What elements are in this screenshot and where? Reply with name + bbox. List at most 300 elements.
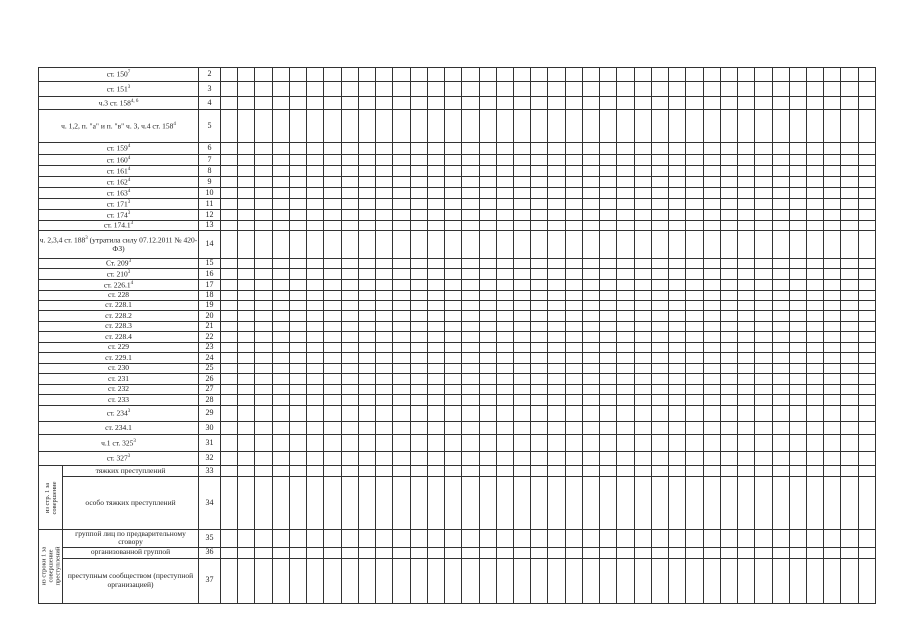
data-cell[interactable]: [772, 364, 789, 374]
data-cell[interactable]: [789, 199, 806, 210]
data-cell[interactable]: [376, 97, 393, 110]
data-cell[interactable]: [462, 364, 479, 374]
data-cell[interactable]: [669, 435, 686, 452]
data-cell[interactable]: [514, 280, 531, 291]
data-cell[interactable]: [703, 188, 720, 199]
data-cell[interactable]: [324, 332, 341, 343]
data-cell[interactable]: [410, 143, 427, 155]
data-cell[interactable]: [289, 395, 306, 406]
data-cell[interactable]: [496, 231, 513, 259]
data-cell[interactable]: [496, 364, 513, 374]
data-cell[interactable]: [548, 97, 565, 110]
data-cell[interactable]: [410, 269, 427, 280]
data-cell[interactable]: [582, 199, 599, 210]
data-cell[interactable]: [462, 110, 479, 143]
data-cell[interactable]: [462, 68, 479, 82]
data-cell[interactable]: [565, 311, 582, 322]
data-cell[interactable]: [341, 259, 358, 269]
data-cell[interactable]: [255, 231, 272, 259]
data-cell[interactable]: [858, 311, 875, 322]
data-cell[interactable]: [686, 188, 703, 199]
data-cell[interactable]: [634, 395, 651, 406]
data-cell[interactable]: [531, 364, 548, 374]
data-cell[interactable]: [410, 477, 427, 530]
data-cell[interactable]: [600, 477, 617, 530]
data-cell[interactable]: [841, 364, 858, 374]
data-cell[interactable]: [358, 280, 375, 291]
data-cell[interactable]: [307, 353, 324, 364]
data-cell[interactable]: [341, 452, 358, 466]
data-cell[interactable]: [772, 291, 789, 301]
data-cell[interactable]: [617, 231, 634, 259]
data-cell[interactable]: [445, 231, 462, 259]
data-cell[interactable]: [634, 210, 651, 221]
data-cell[interactable]: [221, 231, 238, 259]
data-cell[interactable]: [479, 466, 496, 477]
data-cell[interactable]: [824, 291, 841, 301]
data-cell[interactable]: [531, 269, 548, 280]
data-cell[interactable]: [617, 385, 634, 395]
data-cell[interactable]: [806, 343, 823, 353]
data-cell[interactable]: [514, 210, 531, 221]
data-cell[interactable]: [738, 364, 755, 374]
data-cell[interactable]: [686, 210, 703, 221]
data-cell[interactable]: [514, 97, 531, 110]
data-cell[interactable]: [720, 143, 737, 155]
data-cell[interactable]: [755, 269, 772, 280]
data-cell[interactable]: [703, 322, 720, 332]
data-cell[interactable]: [548, 311, 565, 322]
data-cell[interactable]: [755, 199, 772, 210]
data-cell[interactable]: [858, 177, 875, 188]
data-cell[interactable]: [341, 221, 358, 231]
data-cell[interactable]: [582, 364, 599, 374]
data-cell[interactable]: [272, 385, 289, 395]
data-cell[interactable]: [755, 477, 772, 530]
data-cell[interactable]: [755, 68, 772, 82]
data-cell[interactable]: [479, 221, 496, 231]
data-cell[interactable]: [789, 322, 806, 332]
data-cell[interactable]: [582, 301, 599, 311]
data-cell[interactable]: [824, 343, 841, 353]
data-cell[interactable]: [479, 558, 496, 603]
data-cell[interactable]: [720, 395, 737, 406]
data-cell[interactable]: [307, 385, 324, 395]
data-cell[interactable]: [324, 188, 341, 199]
data-cell[interactable]: [462, 143, 479, 155]
data-cell[interactable]: [720, 477, 737, 530]
data-cell[interactable]: [600, 110, 617, 143]
data-cell[interactable]: [651, 188, 668, 199]
data-cell[interactable]: [548, 322, 565, 332]
data-cell[interactable]: [617, 110, 634, 143]
data-cell[interactable]: [669, 210, 686, 221]
data-cell[interactable]: [272, 395, 289, 406]
data-cell[interactable]: [565, 364, 582, 374]
data-cell[interactable]: [514, 269, 531, 280]
data-cell[interactable]: [703, 332, 720, 343]
data-cell[interactable]: [427, 143, 444, 155]
data-cell[interactable]: [272, 435, 289, 452]
data-cell[interactable]: [238, 231, 255, 259]
data-cell[interactable]: [393, 68, 410, 82]
data-cell[interactable]: [617, 322, 634, 332]
data-cell[interactable]: [307, 199, 324, 210]
data-cell[interactable]: [307, 82, 324, 97]
data-cell[interactable]: [514, 452, 531, 466]
data-cell[interactable]: [600, 530, 617, 548]
data-cell[interactable]: [410, 155, 427, 166]
data-cell[interactable]: [324, 452, 341, 466]
data-cell[interactable]: [858, 291, 875, 301]
data-cell[interactable]: [806, 199, 823, 210]
data-cell[interactable]: [686, 221, 703, 231]
data-cell[interactable]: [755, 166, 772, 177]
data-cell[interactable]: [824, 466, 841, 477]
data-cell[interactable]: [393, 530, 410, 548]
data-cell[interactable]: [686, 110, 703, 143]
data-cell[interactable]: [289, 177, 306, 188]
data-cell[interactable]: [858, 280, 875, 291]
data-cell[interactable]: [548, 353, 565, 364]
data-cell[interactable]: [651, 477, 668, 530]
data-cell[interactable]: [531, 143, 548, 155]
data-cell[interactable]: [427, 155, 444, 166]
data-cell[interactable]: [393, 166, 410, 177]
data-cell[interactable]: [393, 155, 410, 166]
data-cell[interactable]: [806, 332, 823, 343]
data-cell[interactable]: [358, 231, 375, 259]
data-cell[interactable]: [600, 422, 617, 435]
data-cell[interactable]: [445, 422, 462, 435]
data-cell[interactable]: [427, 199, 444, 210]
data-cell[interactable]: [582, 210, 599, 221]
data-cell[interactable]: [255, 280, 272, 291]
data-cell[interactable]: [221, 259, 238, 269]
data-cell[interactable]: [531, 353, 548, 364]
data-cell[interactable]: [496, 110, 513, 143]
data-cell[interactable]: [496, 477, 513, 530]
data-cell[interactable]: [703, 422, 720, 435]
data-cell[interactable]: [479, 166, 496, 177]
data-cell[interactable]: [427, 374, 444, 385]
data-cell[interactable]: [255, 291, 272, 301]
data-cell[interactable]: [772, 385, 789, 395]
data-cell[interactable]: [496, 210, 513, 221]
data-cell[interactable]: [221, 210, 238, 221]
data-cell[interactable]: [772, 558, 789, 603]
data-cell[interactable]: [289, 68, 306, 82]
data-cell[interactable]: [479, 332, 496, 343]
data-cell[interactable]: [824, 82, 841, 97]
data-cell[interactable]: [393, 199, 410, 210]
data-cell[interactable]: [858, 385, 875, 395]
data-cell[interactable]: [806, 231, 823, 259]
data-cell[interactable]: [531, 311, 548, 322]
data-cell[interactable]: [824, 322, 841, 332]
data-cell[interactable]: [806, 385, 823, 395]
data-cell[interactable]: [238, 322, 255, 332]
data-cell[interactable]: [617, 155, 634, 166]
data-cell[interactable]: [358, 530, 375, 548]
data-cell[interactable]: [669, 422, 686, 435]
data-cell[interactable]: [565, 466, 582, 477]
data-cell[interactable]: [617, 374, 634, 385]
data-cell[interactable]: [806, 301, 823, 311]
data-cell[interactable]: [341, 332, 358, 343]
data-cell[interactable]: [427, 343, 444, 353]
data-cell[interactable]: [789, 166, 806, 177]
data-cell[interactable]: [651, 177, 668, 188]
data-cell[interactable]: [289, 199, 306, 210]
data-cell[interactable]: [582, 110, 599, 143]
data-cell[interactable]: [789, 435, 806, 452]
data-cell[interactable]: [514, 221, 531, 231]
data-cell[interactable]: [548, 395, 565, 406]
data-cell[interactable]: [686, 547, 703, 558]
data-cell[interactable]: [479, 364, 496, 374]
data-cell[interactable]: [307, 166, 324, 177]
data-cell[interactable]: [427, 547, 444, 558]
data-cell[interactable]: [427, 166, 444, 177]
data-cell[interactable]: [806, 210, 823, 221]
data-cell[interactable]: [307, 188, 324, 199]
data-cell[interactable]: [462, 231, 479, 259]
data-cell[interactable]: [358, 110, 375, 143]
data-cell[interactable]: [772, 395, 789, 406]
data-cell[interactable]: [358, 143, 375, 155]
data-cell[interactable]: [772, 530, 789, 548]
data-cell[interactable]: [462, 547, 479, 558]
data-cell[interactable]: [341, 155, 358, 166]
data-cell[interactable]: [307, 477, 324, 530]
data-cell[interactable]: [307, 143, 324, 155]
data-cell[interactable]: [272, 188, 289, 199]
data-cell[interactable]: [669, 406, 686, 422]
data-cell[interactable]: [376, 452, 393, 466]
data-cell[interactable]: [841, 280, 858, 291]
data-cell[interactable]: [600, 280, 617, 291]
data-cell[interactable]: [686, 259, 703, 269]
data-cell[interactable]: [738, 477, 755, 530]
data-cell[interactable]: [582, 68, 599, 82]
data-cell[interactable]: [221, 477, 238, 530]
data-cell[interactable]: [324, 530, 341, 548]
data-cell[interactable]: [582, 231, 599, 259]
data-cell[interactable]: [307, 259, 324, 269]
data-cell[interactable]: [565, 210, 582, 221]
data-cell[interactable]: [221, 301, 238, 311]
data-cell[interactable]: [703, 452, 720, 466]
data-cell[interactable]: [289, 452, 306, 466]
data-cell[interactable]: [565, 231, 582, 259]
data-cell[interactable]: [686, 68, 703, 82]
data-cell[interactable]: [358, 395, 375, 406]
data-cell[interactable]: [410, 332, 427, 343]
data-cell[interactable]: [376, 406, 393, 422]
data-cell[interactable]: [496, 155, 513, 166]
data-cell[interactable]: [238, 97, 255, 110]
data-cell[interactable]: [479, 199, 496, 210]
data-cell[interactable]: [600, 199, 617, 210]
data-cell[interactable]: [669, 231, 686, 259]
data-cell[interactable]: [858, 477, 875, 530]
data-cell[interactable]: [238, 259, 255, 269]
data-cell[interactable]: [789, 558, 806, 603]
data-cell[interactable]: [514, 332, 531, 343]
data-cell[interactable]: [272, 452, 289, 466]
data-cell[interactable]: [496, 530, 513, 548]
data-cell[interactable]: [445, 280, 462, 291]
data-cell[interactable]: [634, 188, 651, 199]
data-cell[interactable]: [255, 322, 272, 332]
data-cell[interactable]: [669, 143, 686, 155]
data-cell[interactable]: [669, 177, 686, 188]
data-cell[interactable]: [341, 301, 358, 311]
data-cell[interactable]: [806, 395, 823, 406]
data-cell[interactable]: [410, 199, 427, 210]
data-cell[interactable]: [789, 110, 806, 143]
data-cell[interactable]: [514, 301, 531, 311]
data-cell[interactable]: [582, 558, 599, 603]
data-cell[interactable]: [393, 374, 410, 385]
data-cell[interactable]: [824, 97, 841, 110]
data-cell[interactable]: [720, 452, 737, 466]
data-cell[interactable]: [410, 385, 427, 395]
data-cell[interactable]: [686, 385, 703, 395]
data-cell[interactable]: [462, 422, 479, 435]
data-cell[interactable]: [720, 110, 737, 143]
data-cell[interactable]: [651, 558, 668, 603]
data-cell[interactable]: [720, 166, 737, 177]
data-cell[interactable]: [255, 364, 272, 374]
data-cell[interactable]: [376, 374, 393, 385]
data-cell[interactable]: [548, 143, 565, 155]
data-cell[interactable]: [600, 558, 617, 603]
data-cell[interactable]: [445, 110, 462, 143]
data-cell[interactable]: [410, 68, 427, 82]
data-cell[interactable]: [221, 166, 238, 177]
data-cell[interactable]: [479, 385, 496, 395]
data-cell[interactable]: [720, 547, 737, 558]
data-cell[interactable]: [272, 280, 289, 291]
data-cell[interactable]: [686, 143, 703, 155]
data-cell[interactable]: [531, 558, 548, 603]
data-cell[interactable]: [789, 530, 806, 548]
data-cell[interactable]: [686, 199, 703, 210]
data-cell[interactable]: [221, 343, 238, 353]
data-cell[interactable]: [669, 97, 686, 110]
data-cell[interactable]: [324, 221, 341, 231]
data-cell[interactable]: [565, 199, 582, 210]
data-cell[interactable]: [634, 110, 651, 143]
data-cell[interactable]: [651, 395, 668, 406]
data-cell[interactable]: [289, 188, 306, 199]
data-cell[interactable]: [462, 97, 479, 110]
data-cell[interactable]: [617, 143, 634, 155]
data-cell[interactable]: [255, 311, 272, 322]
data-cell[interactable]: [324, 210, 341, 221]
data-cell[interactable]: [806, 452, 823, 466]
data-cell[interactable]: [565, 452, 582, 466]
data-cell[interactable]: [824, 110, 841, 143]
data-cell[interactable]: [686, 530, 703, 548]
data-cell[interactable]: [703, 311, 720, 322]
data-cell[interactable]: [445, 547, 462, 558]
data-cell[interactable]: [669, 301, 686, 311]
data-cell[interactable]: [582, 291, 599, 301]
data-cell[interactable]: [427, 269, 444, 280]
data-cell[interactable]: [720, 322, 737, 332]
data-cell[interactable]: [669, 477, 686, 530]
data-cell[interactable]: [496, 259, 513, 269]
data-cell[interactable]: [238, 395, 255, 406]
data-cell[interactable]: [445, 68, 462, 82]
data-cell[interactable]: [565, 259, 582, 269]
data-cell[interactable]: [858, 97, 875, 110]
data-cell[interactable]: [738, 188, 755, 199]
data-cell[interactable]: [772, 221, 789, 231]
data-cell[interactable]: [548, 466, 565, 477]
data-cell[interactable]: [341, 269, 358, 280]
data-cell[interactable]: [841, 322, 858, 332]
data-cell[interactable]: [341, 558, 358, 603]
data-cell[interactable]: [772, 343, 789, 353]
data-cell[interactable]: [358, 406, 375, 422]
data-cell[interactable]: [376, 530, 393, 548]
data-cell[interactable]: [255, 221, 272, 231]
data-cell[interactable]: [238, 269, 255, 280]
data-cell[interactable]: [427, 188, 444, 199]
data-cell[interactable]: [358, 155, 375, 166]
data-cell[interactable]: [806, 291, 823, 301]
data-cell[interactable]: [324, 385, 341, 395]
data-cell[interactable]: [703, 177, 720, 188]
data-cell[interactable]: [307, 155, 324, 166]
data-cell[interactable]: [824, 452, 841, 466]
data-cell[interactable]: [841, 177, 858, 188]
data-cell[interactable]: [686, 406, 703, 422]
data-cell[interactable]: [582, 332, 599, 343]
data-cell[interactable]: [531, 466, 548, 477]
data-cell[interactable]: [565, 280, 582, 291]
data-cell[interactable]: [410, 166, 427, 177]
data-cell[interactable]: [634, 177, 651, 188]
data-cell[interactable]: [393, 385, 410, 395]
data-cell[interactable]: [393, 301, 410, 311]
data-cell[interactable]: [272, 353, 289, 364]
data-cell[interactable]: [289, 530, 306, 548]
data-cell[interactable]: [531, 110, 548, 143]
data-cell[interactable]: [445, 166, 462, 177]
data-cell[interactable]: [514, 530, 531, 548]
data-cell[interactable]: [617, 97, 634, 110]
data-cell[interactable]: [272, 311, 289, 322]
data-cell[interactable]: [738, 332, 755, 343]
data-cell[interactable]: [255, 210, 272, 221]
data-cell[interactable]: [376, 177, 393, 188]
data-cell[interactable]: [272, 530, 289, 548]
data-cell[interactable]: [221, 269, 238, 280]
data-cell[interactable]: [703, 374, 720, 385]
data-cell[interactable]: [738, 259, 755, 269]
data-cell[interactable]: [738, 199, 755, 210]
data-cell[interactable]: [341, 82, 358, 97]
data-cell[interactable]: [858, 231, 875, 259]
data-cell[interactable]: [393, 188, 410, 199]
data-cell[interactable]: [531, 422, 548, 435]
data-cell[interactable]: [289, 558, 306, 603]
